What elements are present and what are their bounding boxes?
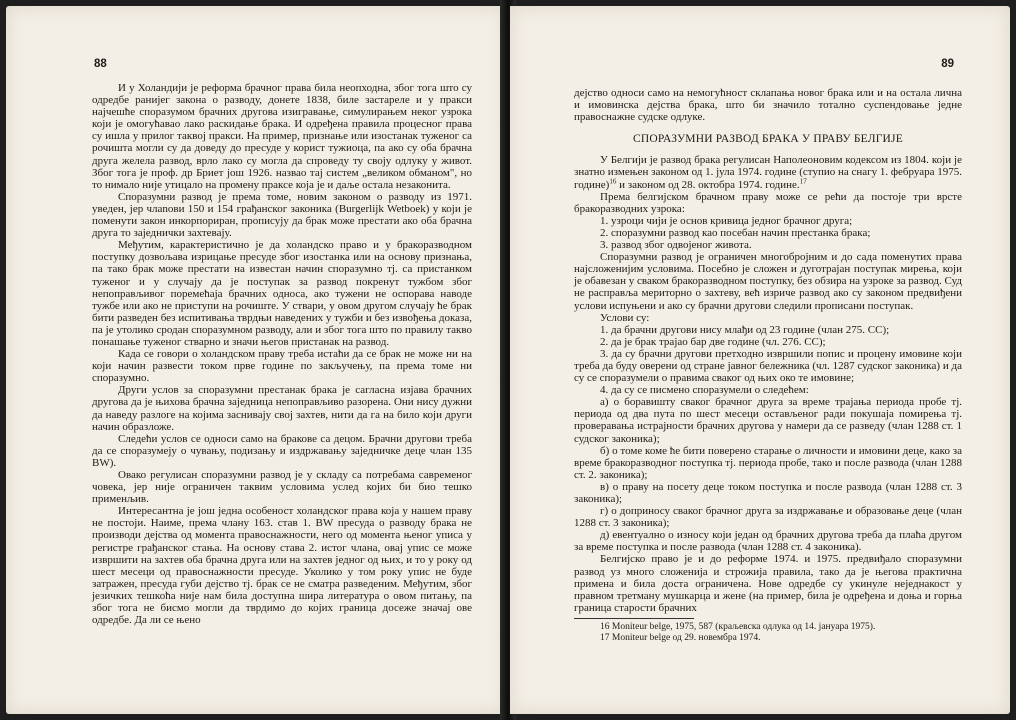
list-item: 4. да су се писмено споразумели о следећем:	[600, 384, 809, 397]
footnote-ref: 16	[609, 176, 617, 185]
paragraph: Споразумни развод је према томе, новим законом о разводу из 1971. уведен, јер члanови 150 и 154 грађанског законика (Burgerlijk Wetboek) у који је поменути закон инкорпориран, прописују да брак може престати ако оба брачна друга то заједнички захтевају.	[92, 190, 472, 240]
section-heading: СПОРАЗУМНИ РАЗВОД БРАКА У ПРАВУ БЕЛГИЈЕ	[633, 133, 903, 146]
left-page	[6, 6, 506, 714]
paragraph: Међутим, карактеристично је да холандско право и у бракоразводном поступку дозвољава изрицање пресуде због изостанка или на основу признања, па тако брак може престати на известан начин споразумно тј. са пристанком туженог и у случају да је поступак за развод покренут тужбом због непоправљивог поремећаја брачних односа, ако тужени не оспорава наводе тужбе или ако не приступи на рочиште. У ствари, у овом другом случају ће брак бити разведен без испитивања тврдњи наведених у тужби и без извођења доказа, па је утолико сродан споразумном разводу, али и због тога што по правилу такво понашање туженог стварно и значи његов пристанак на развод.	[92, 239, 472, 348]
page-number-left: 88	[94, 58, 107, 70]
paragraph: Споразумни развод је ограничен многобројним и до сада поменутих права најсложенијим условима. Посебно је сложен и дуготрајан поступак мирења, који је обавезан у сваком бракоразводном поступку, без обзира на узроке за развод. Суд не расправља мериторно о захтеву, већ изриче развод ако су законом предвиђени услови испуњени и ако су брачни другови следили прописани поступак.	[574, 251, 962, 312]
paragraph: У Белгији је развод брака регулисан Наполеоновим кодексом из 1804. који је знатно измењен законом од 1. јула 1974. године (ступио на снагу 1. фебруара 1975. године)$^{16}$ и законом од 28. октобра 1974. године.$^{17}$	[574, 154, 962, 191]
right-page-body	[574, 87, 962, 644]
footnote: 17 Moniteur belge од 29. новембра 1974.	[600, 632, 761, 643]
list-item: а) о боравишту сваког брачног друга за време трајања периода пробе тј. периода од два пута по шест месеци остављеног ради покушаја помирења тј. проверавања истрајности брачних другова у намери да се разведу (члан 1288 ст. 1 судског законика);	[574, 396, 962, 445]
page-number-right: 89	[941, 58, 954, 70]
paragraph: И у Холандији је реформа брачног права била неопходна, због тога што су одредбе ранијег закона о разводу, донете 1838, биле застареле и у пракси најчешће споразумом брачних другова изигравање, симулирањем неког узрока који је омогућавао лако раскидање брака. И одређена правила процесног права су ишла у прилог таквој пракси. На пример, признање или изостанак туженог са рочишта могли су да доведу до пресуде у корист тужиоца, па ако су оба брачна друга желела развод, врло лако су могла да спроведу ту своју одлуку у живот. Због тога је проф. др Бриет још 1926. назвао тај систем „великом обманом", но то нимало није утицало на промену праксе која је и даље остала незаконита.	[92, 82, 472, 191]
paragraph: Следећи услов се односи само на бракове са децом. Брачни другови треба да се споразумеју о чувању, подизању и издржавању заједничке деце члан 135 BW).	[92, 432, 472, 469]
paragraph: Према белгијском брачном праву може се рећи да постоје три врсте бракоразводних узрока:	[574, 190, 962, 215]
list-title: Услови су:	[600, 311, 650, 324]
footnote-divider	[574, 618, 694, 619]
list-item: 1. узроци чији је основ кривица једног брачног друга;	[600, 214, 853, 227]
list-item: г) о доприносу сваког брачног друга за издржавање и образовање деце (члан 1288 ст. 3 законика);	[574, 505, 962, 530]
right-page	[510, 6, 1010, 714]
left-page-body	[92, 82, 472, 626]
list-item: б) о томе коме ће бити поверено старање о личности и имовини деце, како за време бракоразводног поступка тј. периода пробе, тако и после развода (члан 1288 ст. 2. законика);	[574, 444, 962, 481]
paragraph: Други услов за споразумни престанак брака је сагласна изјава брачних другова да је њихова брачна заједница непоправљиво разорена. Они нису дужни да наведу разлоге на којима заснивају свој захтев, нити да га на било који други начин образложе.	[92, 384, 472, 433]
paragraph: дејство односи само на немогућност склапања новог брака или и на остала лична и имовинска дејства брака, што би значило тотално суспендовање једне правоснажне судске одлуке.	[574, 87, 962, 124]
paragraph: Белгијско право је и до реформе 1974. и 1975. предвиђало споразумни развод уз много сложенија и строжија правила, тако да је његова практична примена и била доста ограничена. Нове одредбе су укинуле неједнакост у правном третману мушкарца и жене (на пример, била је одређена и доња и горња граница старости брачних	[574, 553, 962, 614]
paragraph: Када се говори о холандском праву треба истаћи да се брак не може ни на који начин развести током прве године по закључењу, па према томе ни споразумно.	[92, 348, 472, 385]
list-item: 1. да брачни другови нису млађи од 23 године (члан 275. СС);	[600, 323, 890, 336]
list-item: д) евентуално о износу који један од брачних другова треба да плаћа другом за време поступка и после развода (члан 1288 ст. 4 законика).	[574, 529, 962, 554]
list-item: 3. да су брачни другови претходно извршили попис и процену имовине који треба да буду оверени од стране јавног бележника (чл. 1287 судског законика) и да су се споразумели о правима сваког од њих око те имовине;	[574, 347, 962, 385]
list-item: 2. да је брак трајао бар две године (чл. 276. СС);	[600, 335, 826, 348]
list-item: 3. развод због одвојеног живота.	[600, 239, 752, 252]
list-item: в) о праву на посету деце током поступка и после развода (члан 1288 ст. 3 законика);	[574, 480, 962, 505]
footnote-ref: 17	[799, 176, 807, 185]
footnote: 16 Moniteur belge, 1975, 587 (краљевска одлука од 14. јануара 1975).	[600, 621, 876, 632]
list-item: 2. споразумни развод као посебан начин престанка брака;	[600, 226, 871, 239]
paragraph: Овако регулисан споразумни развод је у складу са потребама савременог човека, јер није ограничен таквим условима услед којих би био тешко применљив.	[92, 469, 472, 506]
paragraph: Интересантна је још једна особеност холандског права која у нашем праву не постоји. Наиме, према члану 163. став 1. BW пресуда о разводу брака не производи дејства од момента правоснажности, него од момента њеног уписа у регистре грађанског стања. На основу става 2. истог члана, овај упис се може извршити на захтев оба брачна друга или на захтев једног од њих, и то у року од шест месеци од правоснажности пресуде. Уколико у том року упис не буде затражен, пресуда губи дејство тј. брак се не сматра разведеним. Међутим, због језичких тешкоћа није нам била доступна шира литература о овом питању, па због тога не бисмо могли да тврдимо до којих граница досеже значај ове одредбе. Да ли се њено	[92, 505, 472, 627]
